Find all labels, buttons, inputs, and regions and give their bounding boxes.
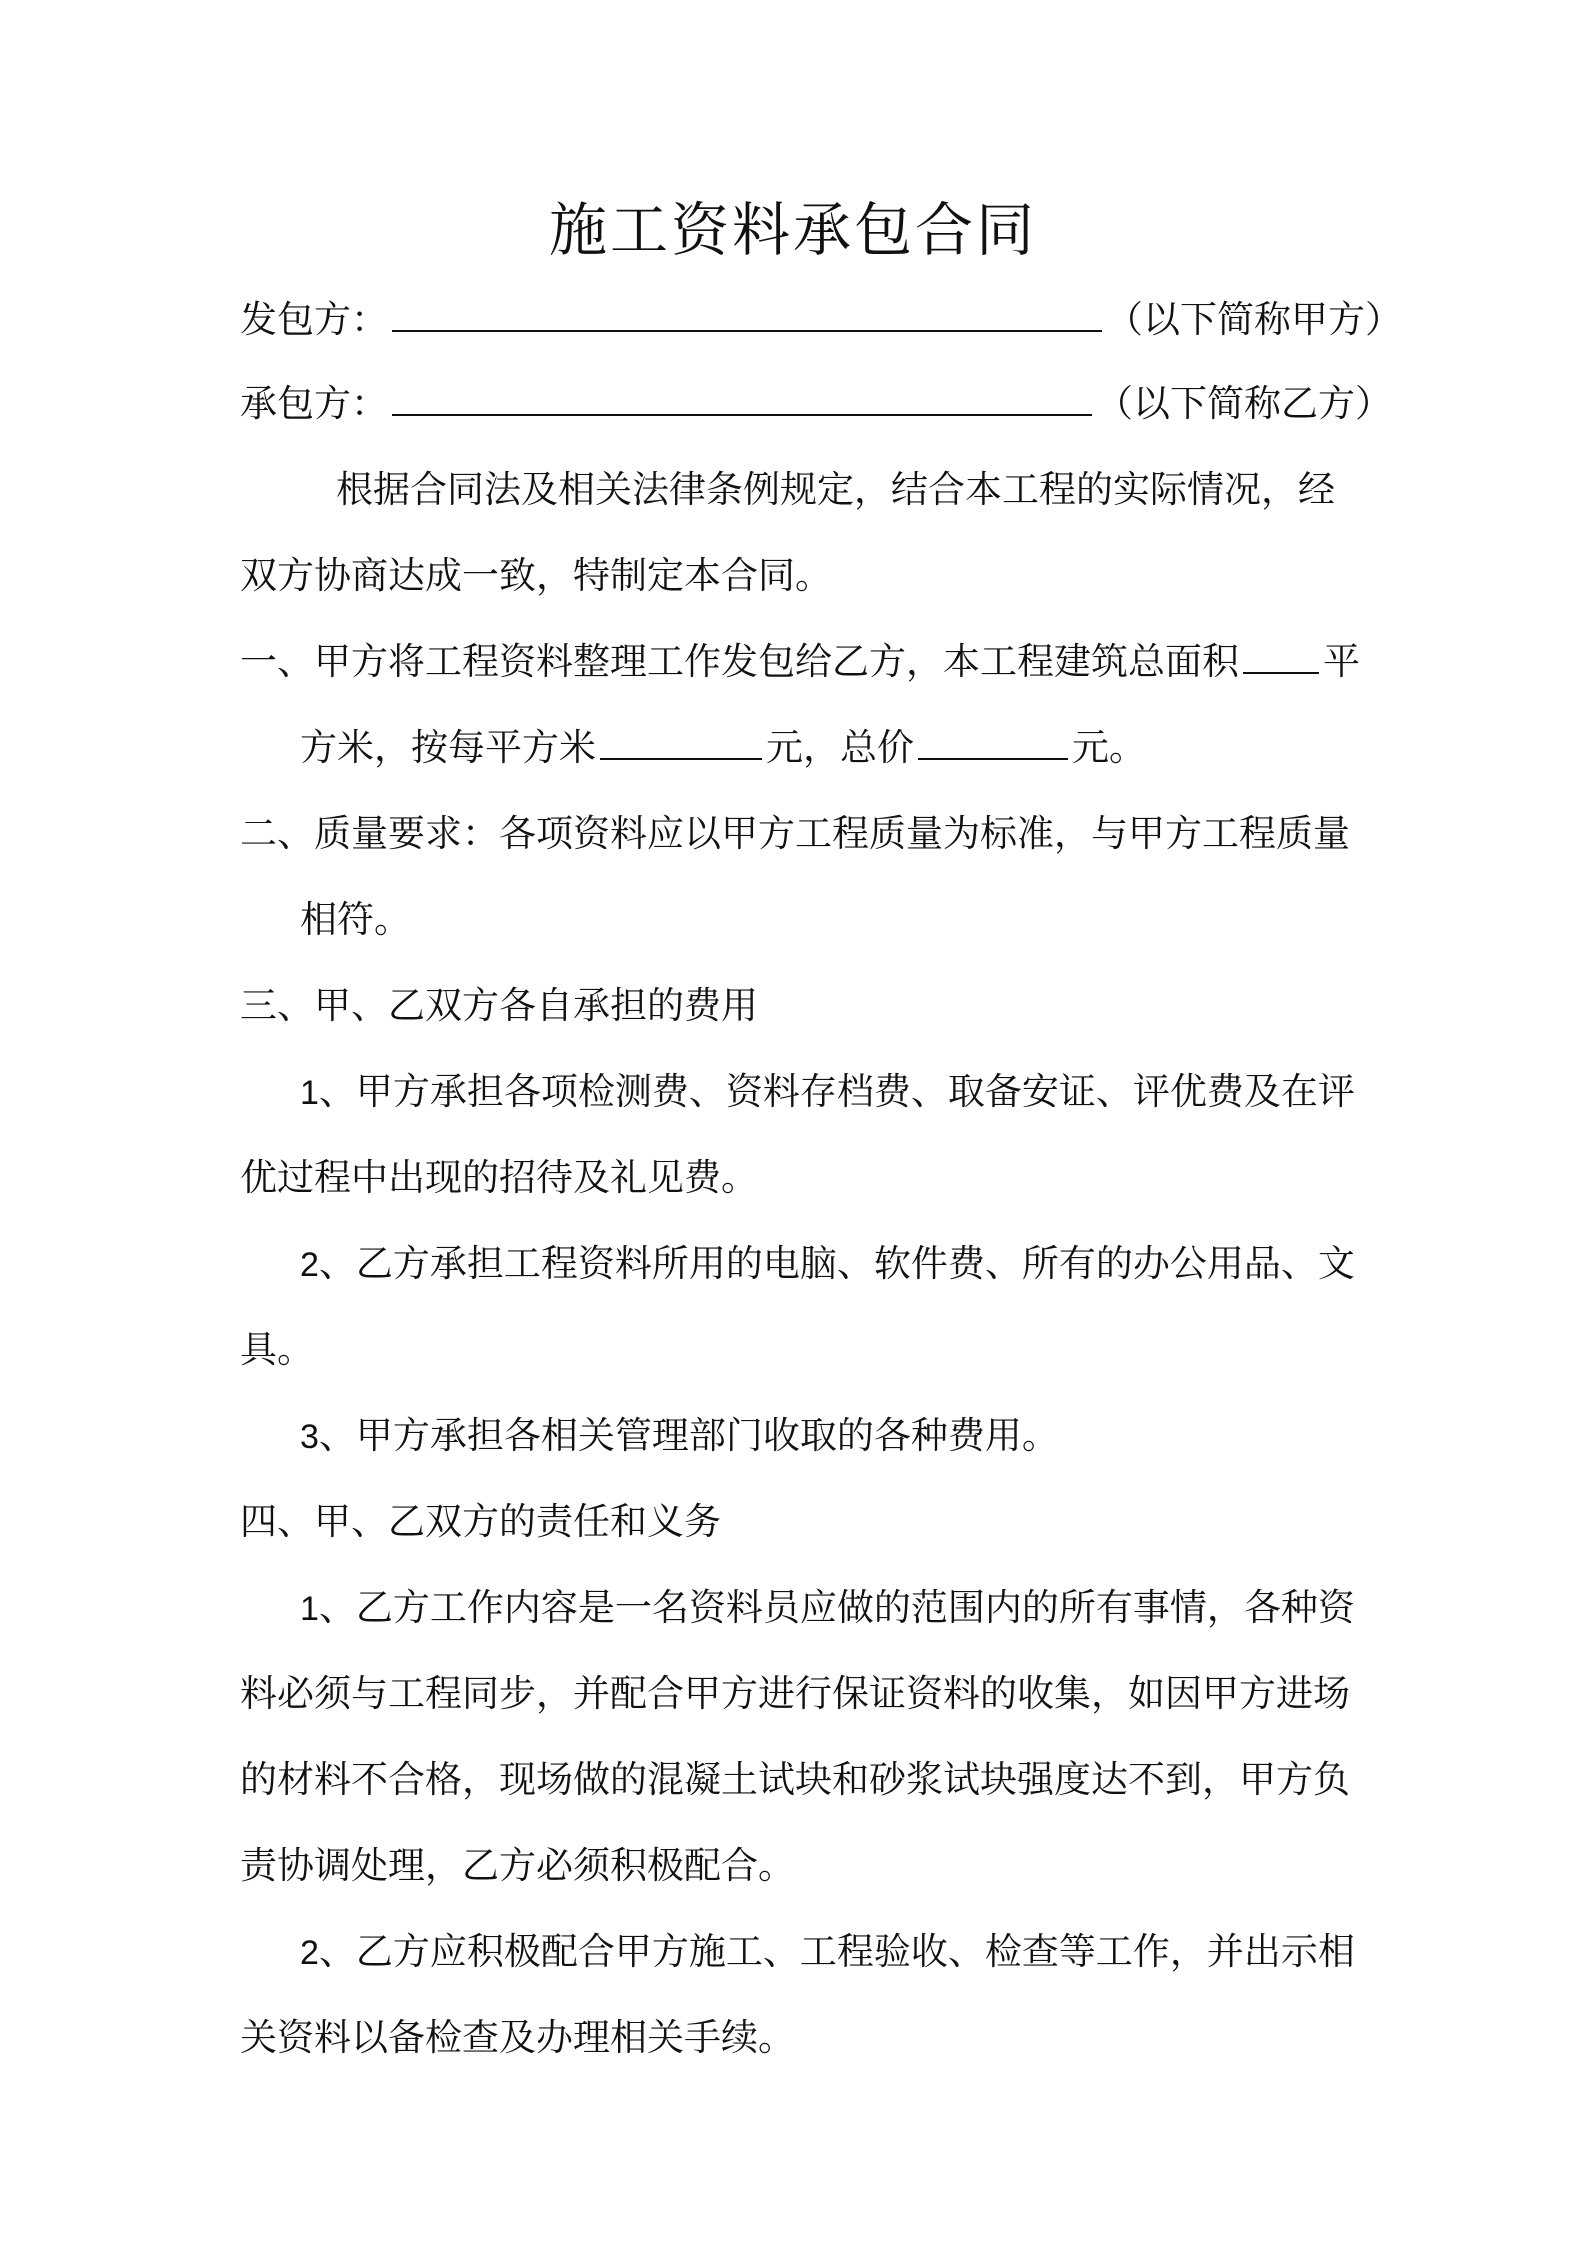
intro-line-1: 根据合同法及相关法律条例规定，结合本工程的实际情况，经 [336, 468, 1335, 511]
party-a-line [240, 290, 1402, 350]
clause-1-yuan: 元。 [1072, 726, 1146, 769]
clause-2-line-2: 相符。 [300, 898, 411, 941]
clause-4-item-2-line-2: 关资料以备检查及办理相关手续。 [240, 2016, 795, 2059]
clause-3-item-2-line-1 [300, 1234, 1420, 1294]
intro-line-2: 双方协商达成一致，特制定本合同。 [240, 554, 832, 597]
clause-3-item-2-text: 、乙方承担工程资料所用的电脑、软件费、所有的办公用品、文 [318, 1242, 1355, 1285]
clause-3-item-2-number: 2 [300, 1246, 319, 1284]
clause-3-item-1-number: 1 [300, 1074, 319, 1112]
document-title: 施工资料承包合同 [548, 196, 1037, 264]
clause-4-item-1-line-2: 料必须与工程同步，并配合甲方进行保证资料的收集，如因甲方进场 [240, 1672, 1350, 1715]
clause-4-item-2-text: 、乙方应积极配合甲方施工、工程验收、检查等工作，并出示相 [318, 1930, 1355, 1973]
clause-2-line-1: 二、质量要求：各项资料应以甲方工程质量为标准，与甲方工程质量 [240, 812, 1350, 855]
total-price-blank[interactable] [918, 720, 1068, 760]
clause-4-item-1-text: 、乙方工作内容是一名资料员应做的范围内的所有事情，各种资 [318, 1586, 1355, 1629]
clause-3-item-2-line-2: 具。 [240, 1328, 314, 1371]
clause-1-per-sqm-label: 方米，按每平方米 [300, 726, 596, 769]
party-b-label: 承包方： [240, 382, 388, 425]
unit-price-blank[interactable] [600, 720, 762, 760]
clause-3-item-1-line-2: 优过程中出现的招待及礼见费。 [240, 1156, 758, 1199]
clause-3-item-3-line-1 [300, 1406, 1420, 1466]
clause-1-unit: 平 [1323, 640, 1360, 683]
clause-1-text: 一、甲方将工程资料整理工作发包给乙方，本工程建筑总面积 [240, 640, 1239, 683]
party-a-label: 发包方： [240, 298, 388, 341]
clause-3-item-1-line-1 [300, 1062, 1420, 1122]
clause-3-item-3-number: 3 [300, 1418, 319, 1456]
clause-4-item-1-line-4: 责协调处理，乙方必须积极配合。 [240, 1844, 795, 1887]
clause-4-heading: 四、甲、乙双方的责任和义务 [240, 1500, 721, 1543]
clause-3-item-3-text: 、甲方承担各相关管理部门收取的各种费用。 [318, 1414, 1059, 1457]
clause-3-heading: 三、甲、乙双方各自承担的费用 [240, 984, 758, 1027]
clause-3-item-1-text: 、甲方承担各项检测费、资料存档费、取备安证、评优费及在评 [318, 1070, 1355, 1113]
clause-1-line-2 [300, 718, 1420, 778]
party-b-blank[interactable] [392, 376, 1092, 416]
clause-1-line-1 [240, 632, 1360, 692]
party-a-suffix: （以下简称甲方） [1106, 298, 1402, 341]
clause-4-item-1-line-3: 的材料不合格，现场做的混凝土试块和砂浆试块强度达不到，甲方负 [240, 1758, 1350, 1801]
clause-1-total-label: 元，总价 [766, 726, 914, 769]
clause-4-item-1-line-1 [300, 1578, 1420, 1638]
total-area-blank[interactable] [1243, 634, 1319, 674]
clause-4-item-2-line-1 [300, 1922, 1420, 1982]
clause-4-item-2-number: 2 [300, 1934, 319, 1972]
party-b-suffix: （以下简称乙方） [1096, 382, 1392, 425]
party-a-blank[interactable] [392, 292, 1102, 332]
clause-4-item-1-number: 1 [300, 1590, 319, 1628]
party-b-line [240, 374, 1392, 434]
